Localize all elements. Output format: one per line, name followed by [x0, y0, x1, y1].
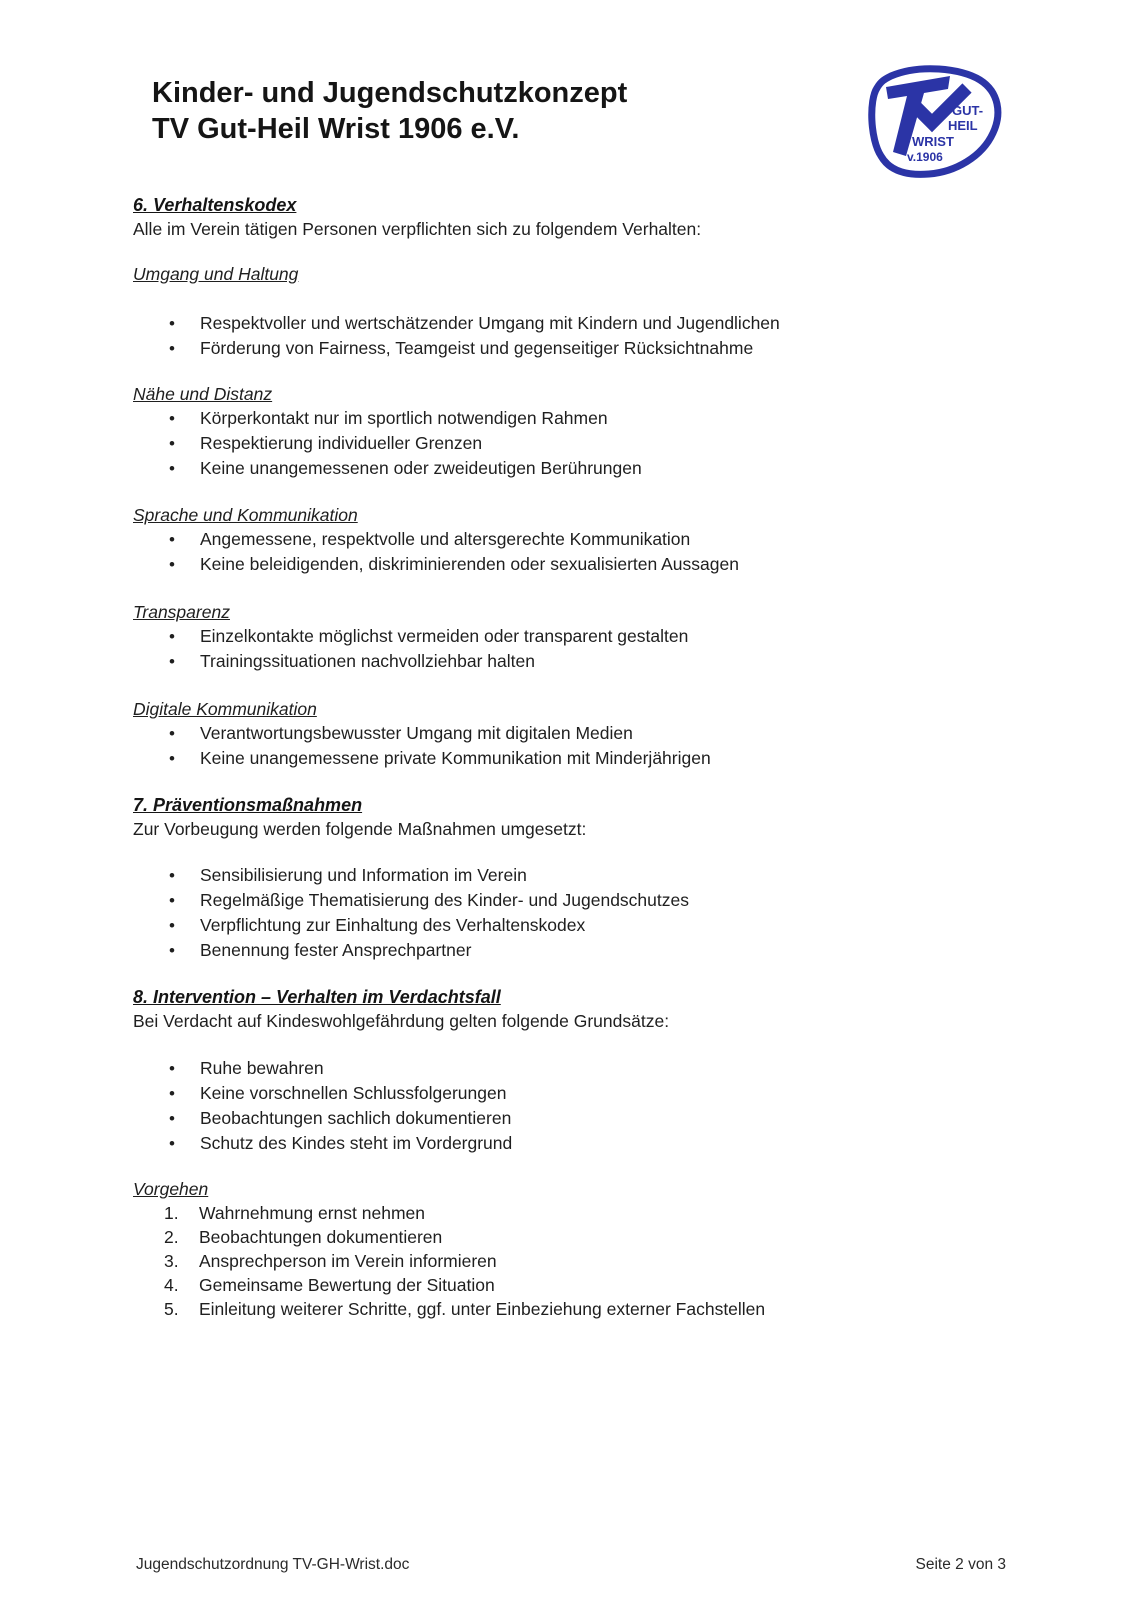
bullet-icon: [169, 1081, 200, 1106]
procedure-step: [133, 1297, 1006, 1321]
bullet-text: Regelmäßige Thematisierung des Kinder- und Jugendschutzes: [200, 890, 689, 910]
logo-text-wrist: WRIST: [912, 134, 954, 149]
bullet-icon: [169, 721, 200, 746]
bullet-icon: [169, 1131, 200, 1156]
document-title-line2: TV Gut-Heil Wrist 1906 e.V.: [152, 113, 520, 145]
bullet-text: Benennung fester Ansprechpartner: [200, 940, 472, 960]
bullet-item: [133, 888, 1006, 913]
bullet-text: Sensibilisierung und Information im Verein: [200, 865, 527, 885]
bullet-item: [133, 456, 1006, 481]
bullet-icon: [169, 888, 200, 913]
step-text: Ansprechperson im Verein informieren: [199, 1251, 497, 1271]
bullet-text: Verpflichtung zur Einhaltung des Verhaltenskodex: [200, 915, 586, 935]
page-footer: [136, 1556, 1006, 1574]
step-text: Wahrnehmung ernst nehmen: [199, 1203, 426, 1223]
logo-text-year: v.1906: [907, 150, 943, 164]
group-heading-transparenz: Transparenz: [133, 602, 230, 622]
bullet-text: Beobachtungen sachlich dokumentieren: [200, 1108, 512, 1128]
bullet-item: [133, 527, 1006, 552]
bullet-item: [133, 746, 1006, 771]
bullet-item: [133, 311, 1006, 336]
step-number: 5.: [164, 1299, 179, 1319]
bullet-text: Respektierung individueller Grenzen: [200, 433, 483, 453]
section-8-heading: 8. Intervention – Verhalten im Verdachtsfall: [133, 987, 501, 1007]
bullet-icon: [169, 863, 200, 888]
section-6-intro: Alle im Verein tätigen Personen verpflichten sich zu folgendem Verhalten:: [133, 219, 702, 239]
procedure-step: [133, 1225, 1006, 1249]
bullet-item: [133, 1131, 1006, 1156]
step-number: 3.: [164, 1251, 179, 1271]
bullet-text: Keine beleidigenden, diskriminierenden oder sexualisierten Aussagen: [200, 554, 739, 574]
bullet-item: [133, 1081, 1006, 1106]
step-number: 1.: [164, 1203, 179, 1223]
bullet-item: [133, 1056, 1006, 1081]
procedure-step: [133, 1249, 1006, 1273]
bullet-icon: [169, 1106, 200, 1131]
bullet-text: Keine vorschnellen Schlussfolgerungen: [200, 1083, 507, 1103]
bullet-text: Einzelkontakte möglichst vermeiden oder transparent gestalten: [200, 626, 689, 646]
procedure-step: [133, 1201, 1006, 1225]
group-heading-umgang: Umgang und Haltung: [133, 264, 299, 284]
group-heading-vorgehen: Vorgehen: [133, 1179, 209, 1199]
bullet-icon: [169, 1056, 200, 1081]
logo-text-gut: GUT-: [952, 103, 984, 118]
bullet-icon: [169, 938, 200, 963]
bullet-item: [133, 406, 1006, 431]
bullet-text: Körperkontakt nur im sportlich notwendigen Rahmen: [200, 408, 608, 428]
document-title: [152, 75, 1006, 147]
bullet-icon: [169, 336, 200, 361]
step-text: Beobachtungen dokumentieren: [199, 1227, 443, 1247]
bullet-icon: [169, 406, 200, 431]
bullet-text: Verantwortungsbewusster Umgang mit digitalen Medien: [200, 723, 633, 743]
bullet-text: Förderung von Fairness, Teamgeist und gegenseitiger Rücksichtnahme: [200, 338, 754, 358]
group-heading-digitale: Digitale Kommunikation: [133, 699, 317, 719]
step-number: 2.: [164, 1227, 179, 1247]
bullet-icon: [169, 552, 200, 577]
step-text: Gemeinsame Bewertung der Situation: [199, 1275, 495, 1295]
bullet-text: Schutz des Kindes steht im Vordergrund: [200, 1133, 513, 1153]
bullet-item: [133, 913, 1006, 938]
bullet-icon: [169, 456, 200, 481]
bullet-icon: [169, 624, 200, 649]
section-6-heading: 6. Verhaltenskodex: [133, 195, 297, 215]
bullet-icon: [169, 527, 200, 552]
bullet-item: [133, 431, 1006, 456]
section-8-intro: Bei Verdacht auf Kindeswohlgefährdung gelten folgende Grundsätze:: [133, 1011, 670, 1031]
bullet-item: [133, 863, 1006, 888]
step-text: Einleitung weiterer Schritte, ggf. unter Einbeziehung externer Fachstellen: [199, 1299, 766, 1319]
bullet-text: Keine unangemessenen oder zweideutigen Berührungen: [200, 458, 642, 478]
bullet-item: [133, 552, 1006, 577]
bullet-text: Angemessene, respektvolle und altersgerechte Kommunikation: [200, 529, 691, 549]
bullet-text: Ruhe bewahren: [200, 1058, 324, 1078]
section-7-intro: Zur Vorbeugung werden folgende Maßnahmen umgesetzt:: [133, 819, 587, 839]
bullet-icon: [169, 649, 200, 674]
bullet-icon: [169, 913, 200, 938]
document-title-line1: Kinder- und Jugendschutzkonzept: [152, 77, 628, 109]
bullet-item: [133, 721, 1006, 746]
bullet-icon: [169, 746, 200, 771]
bullet-item: [133, 1106, 1006, 1131]
group-heading-sprache: Sprache und Kommunikation: [133, 505, 358, 525]
logo-text-heil: HEIL: [948, 118, 978, 133]
procedure-step: [133, 1273, 1006, 1297]
bullet-item: [133, 938, 1006, 963]
bullet-text: Respektvoller und wertschätzender Umgang mit Kindern und Jugendlichen: [200, 313, 780, 333]
bullet-icon: [169, 311, 200, 336]
bullet-text: Keine unangemessene private Kommunikation mit Minderjährigen: [200, 748, 711, 768]
bullet-item: [133, 336, 1006, 361]
bullet-item: [133, 624, 1006, 649]
step-number: 4.: [164, 1275, 179, 1295]
section-7-heading: 7. Präventionsmaßnahmen: [133, 795, 363, 815]
bullet-item: [133, 649, 1006, 674]
footer-filename: Jugendschutzordnung TV-GH-Wrist.doc: [136, 1556, 410, 1573]
bullet-text: Trainingssituationen nachvollziehbar halten: [200, 651, 535, 671]
bullet-icon: [169, 431, 200, 456]
footer-page-number: Seite 2 von 3: [915, 1556, 1006, 1573]
group-heading-naehe: Nähe und Distanz: [133, 384, 273, 404]
